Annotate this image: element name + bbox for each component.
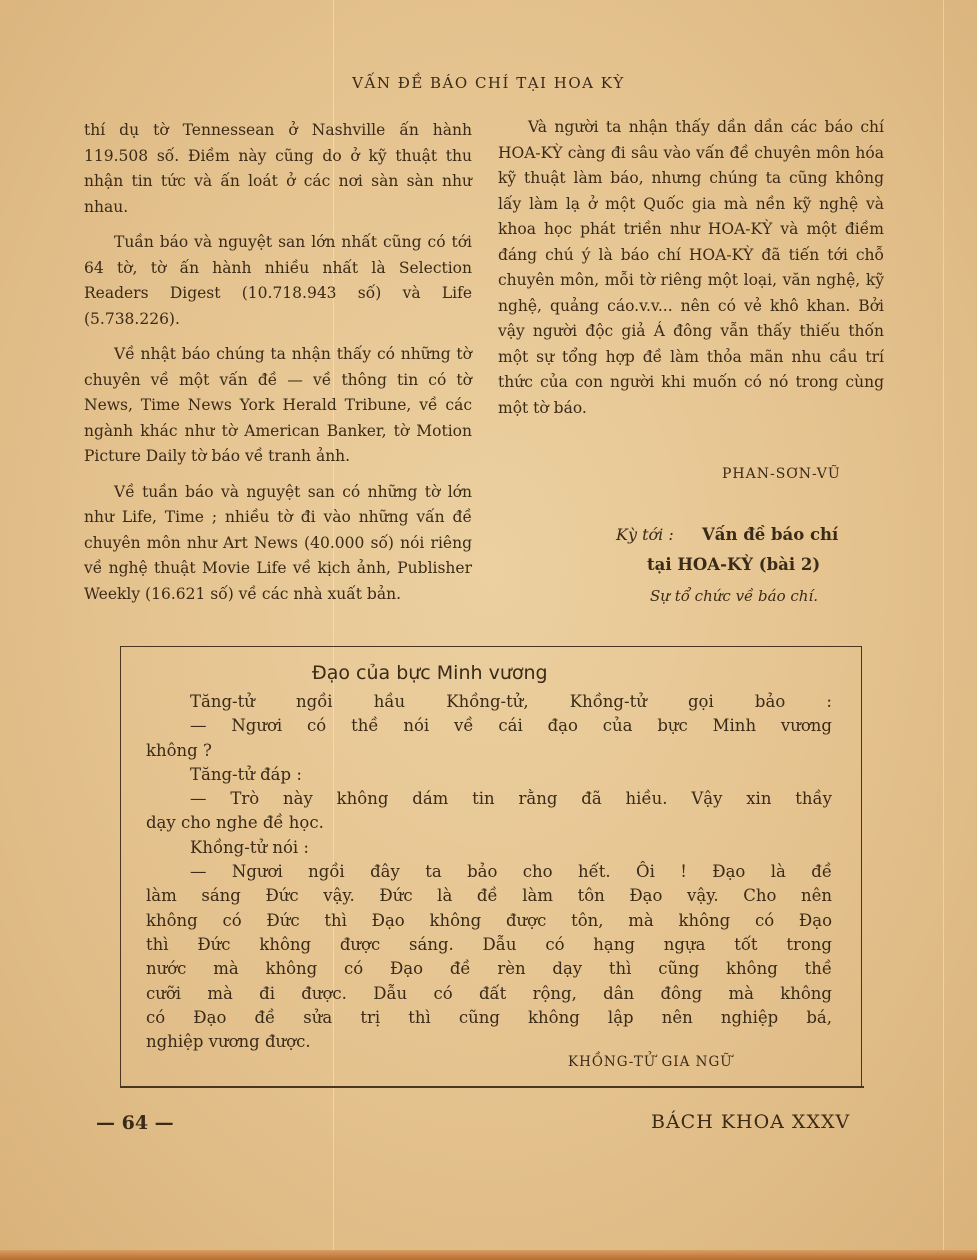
next-issue-title-2: tại HOA-KỲ (bài 2) xyxy=(647,555,821,574)
quote-text xyxy=(146,690,832,1054)
running-header: VẤN ĐỀ BÁO CHÍ TẠI HOA KỲ xyxy=(352,74,625,92)
quote-line: nước mà không có Đạo đề rèn dạy thì cũng không thề xyxy=(146,959,832,979)
quote-line: — Ngươi ngồi đây ta bảo cho hết. Ôi ! Đạo là đề xyxy=(190,862,832,882)
author-signature: PHAN-SƠN-VŨ xyxy=(722,466,841,482)
quote-line: không ? xyxy=(146,740,212,760)
quote-line: — Ngươi có thề nói về cái đạo của bực Minh vương xyxy=(190,716,832,736)
quote-line: Tăng-tử đáp : xyxy=(190,764,302,784)
quote-box-border xyxy=(120,1086,864,1088)
paragraph: thí dụ tờ Tennessean ở Nashville ấn hành 119.508 số. Điềm này cũng do ở kỹ thuật thu nhận tin tức và ấn loát ở các nơi sàn sàn như nhau. xyxy=(84,121,472,216)
page-edge xyxy=(0,1250,977,1260)
quote-line: cưỡi mà đi được. Dẫu có đất rộng, dân đông mà không xyxy=(146,983,832,1003)
quote-line: — Trò này không dám tin rằng đã hiều. Vậy xin thầy xyxy=(190,789,832,809)
left-column xyxy=(84,118,472,617)
quote-box-title: Đạo của bực Minh vương xyxy=(312,662,548,684)
paragraph: Về tuần báo và nguyệt san có những tờ lớn như Life, Time ; nhiều tờ đi vào những vấn đề chuyên môn như Art News (40.000 số) nói riêng về nghệ thuật Movie Life về kịch ảnh, Publisher Weekly (16.621 số) về các nhà xuất bản. xyxy=(84,482,472,603)
paragraph: Về nhật báo chúng ta nhận thấy có những tờ chuyên về một vấn đề — về thông tin có tờ News, Time News York Herald Tribune, về các ngành khác như tờ American Banker, tờ Motion Picture Daily tờ báo về tranh ảnh. xyxy=(84,345,472,465)
quote-line: có Đạo đề sửa trị thì cũng không lập nên nghiệp bá, xyxy=(146,1007,832,1027)
page-number: — 64 — xyxy=(96,1112,174,1134)
paragraph: Và người ta nhận thấy dần dần các báo chí HOA-KỲ càng đi sâu vào vấn đề chuyên môn hóa kỹ thuật làm báo, nhưng chúng ta cũng không lấy làm lạ ở một Quốc gia mà nền kỹ nghệ và khoa học phát triền như HOA-KỲ và một điềm đáng chú ý là báo chí HOA-KỲ đã tiến tới chỗ chuyên môn, mỗi tờ riêng một loại, văn nghệ, kỹ nghệ, quảng cáo.v.v... nên có vẻ khô khan. Bởi vậy người độc giả Á đông vẫn thấy thiếu thốn một sự tổng hợp đề làm thỏa mãn nhu cầu trí thức của con người khi muốn có nó trong cùng một tờ báo. xyxy=(498,118,884,417)
journal-name: BÁCH KHOA XXXV xyxy=(651,1111,851,1133)
quote-line: thì Đức không được sáng. Dẫu có hạng ngựa tốt trong xyxy=(146,934,832,954)
next-issue-subtitle: Sự tổ chức về báo chí. xyxy=(650,587,819,605)
fold-line xyxy=(943,0,944,1260)
quote-line: làm sáng Đức vậy. Đức là đề làm tôn Đạo vậy. Cho nên xyxy=(146,886,832,906)
next-issue-label: Kỳ tới : xyxy=(616,525,674,544)
right-column xyxy=(498,115,884,431)
quote-line: Khồng-tử nói : xyxy=(190,837,309,857)
quote-line: không có Đức thì Đạo không được tôn, mà không có Đạo xyxy=(146,910,832,930)
quote-source: KHỒNG-TỬ GIA NGỮ xyxy=(568,1054,733,1070)
next-issue-title: Vấn đề báo chí xyxy=(702,525,839,544)
paragraph: Tuần báo và nguyệt san lớn nhất cũng có tới 64 tờ, tờ ấn hành nhiều nhất là Selection Readers Digest (10.718.943 số) và Life (5.738.226). xyxy=(84,233,472,328)
quote-line: Tăng-tử ngồi hầu Khồng-tử, Khồng-tử gọi bảo : xyxy=(190,692,832,711)
quote-line: nghiệp vương được. xyxy=(146,1032,311,1052)
quote-line: dạy cho nghe đề học. xyxy=(146,813,324,833)
